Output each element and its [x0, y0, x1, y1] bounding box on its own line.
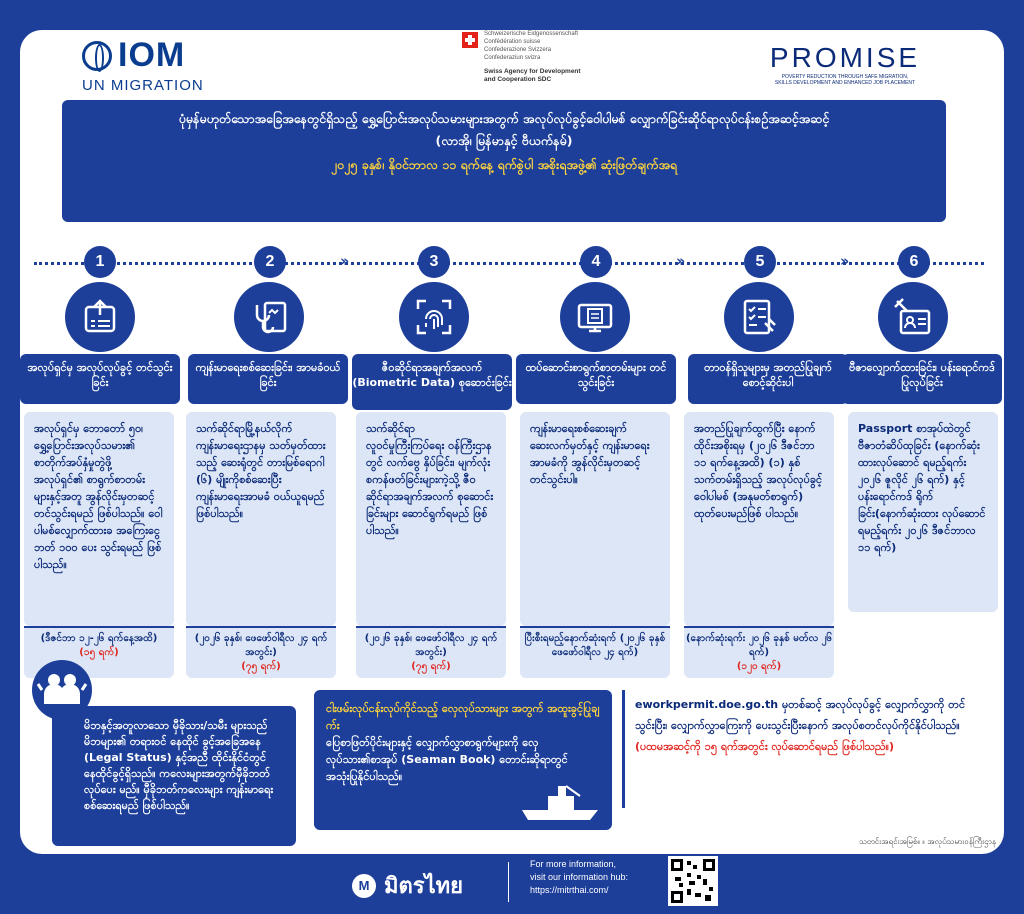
step-2-number: 2: [254, 246, 286, 278]
step-3-body: သက်ဆိုင်ရာ လူဝင်မှုကြီးကြပ်ရေး ဝန်ကြီးဌာနတွင် လက်ဗွေ နှိပ်ခြင်း၊ မျက်လုံး စကန်ဖတ်ခြင်းများကဲ့သို့ ဇီဝဆိုင်ရာအချက်အလက် စုဆောင်းခြင်းများ ဆောင်ရွက်ရမည် ဖြစ်ပါသည်။: [356, 412, 506, 626]
mitrthai-link[interactable]: https://mitrthai.com/: [530, 885, 609, 895]
promise-logo-sub: POVERTY REDUCTION THROUGH SAFE MIGRATION, SKILLS DEVELOPMENT AND ENHANCED JOB PLACEMENT: [774, 74, 916, 86]
step-5-number: 5: [744, 246, 776, 278]
step-4-title: ထပ်ဆောင်းစာရွက်စာတမ်းများ တင်သွင်းခြင်း: [516, 354, 676, 404]
iom-logo: [82, 36, 222, 94]
step-4-deadline: [520, 626, 670, 678]
visa-stamp-icon: [878, 282, 948, 352]
step-6-number: 6: [898, 246, 930, 278]
footer-info: For more information, visit our information hub: https://mitrthai.com/: [530, 859, 629, 895]
online-note: [622, 690, 984, 808]
page-subtitle: (လာအို၊ မြန်မာနှင့် ဗီယက်နမ်): [435, 133, 573, 148]
timeline-arrow-icon: ››: [840, 252, 847, 270]
step-5-date: (နောက်ဆုံးရက်း ၂၀၂၆ ခုနှစ် မတ်လ ၂၆ ရက်): [685, 633, 833, 658]
step-4-body: ကျန်းမာရေးစစ်ဆေးချက် ဆေးလက်မှတ်နှင့် ကျန်းမာရေးအာမခံကို အွန်လိုင်းမှတဆင့် တင်သွင်းပါ။: [520, 412, 670, 626]
step-3-date: (၂၀၂၆ ခုနှစ်၊ ဖေဖော်ဝါရီလ ၂၄ ရက်အတွင်း): [364, 633, 498, 658]
children-icon: [32, 660, 92, 720]
step-3-title: ဇီဝဆိုင်ရာအချက်အလက် (Biometric Data) စုဆောင်းခြင်း: [352, 354, 512, 410]
step-3-deadline: [356, 626, 506, 678]
step-4-date: ပြီးစီးရမည့်နောက်ဆုံးရက် (၂၀၂၆ ခုနှစ် ဖေဖော်ဝါရီလ ၂၄ ရက်): [524, 633, 666, 658]
step-2-body: သက်ဆိုင်ရာမြို့နယ်လိုက် ကျန်းမာရေးဌာနမှ သတ်မှတ်ထားသည့် ဆေးရုံတွင် တားမြစ်ရောဂါ (၆) မျိုးကိုစစ်ဆေးပြီး ကျန်းမာရေးအာမခံ ဝယ်ယူရမည် ဖြစ်ပါသည်။: [186, 412, 336, 626]
step-5-body: အတည်ပြုချက်ထွက်ပြီး နောက် ထိုင်းအစိုးရမှ (၂၀၂၆ ဒီဇင်ဘာ ၁၁ ရက်နေ့အထိ) (၁) နှစ် သက်တမ်းရှိသည့် အလုပ်လုပ်ခွင့်ဝေါပါမစ် (အနုမတ်စာရွက်) ထုတ်ပေးမည်ဖြစ် ပါသည်။: [684, 412, 834, 626]
step-5-title: တာဝန်ရှိသူများမှ အတည်ပြုချက် စောင့်ဆိုင်းပါ: [688, 354, 848, 404]
step-1-duration: (၁၅ ရက်): [79, 647, 119, 658]
step-4-number: 4: [580, 246, 612, 278]
step-2-duration: (၇၅ ရက်): [241, 661, 281, 672]
fingerprint-icon: [399, 282, 469, 352]
decision-date: ၂၀၂၅ ခုနှစ်၊ နိုဝင်ဘာလ ၁၁ ရက်နေ့ ရက်စွဲပါ အစိုးရအဖွဲ့၏ ဆုံးဖြတ်ချက်အရ: [330, 157, 678, 172]
iom-logo-text: IOM: [118, 36, 186, 74]
swiss-logo: [462, 30, 642, 84]
step-5-duration: (၁၂၀ ရက်): [736, 661, 782, 672]
swiss-flag-icon: [462, 32, 478, 48]
timeline-arrow-icon: ››: [340, 252, 347, 270]
source-credit: သတင်းအရင်းအမြစ်။ ။ အလုပ်သမားဝန်ကြီးဌာန: [859, 837, 996, 846]
step-2-date: (၂၀၂၆ ခုနှစ်၊ ဖေဖော်ဝါရီလ ၂၄ ရက်အတွင်း): [194, 633, 328, 658]
timeline-arrow-icon: ››: [676, 252, 683, 270]
iom-logo-sub: UN MIGRATION: [82, 77, 204, 94]
step-1-date: (ဒီဇင်ဘာ ၁၂-၂၆ ရက်နေ့အထိ): [40, 633, 158, 644]
medical-checkup-icon: [234, 282, 304, 352]
children-note: မိဘနှင့်အတူလာသော မှီခိုသား/သမီး များသည် မိဘများ၏ တရားဝင် နေထိုင် ခွင့်အခြေအနေ (Legal Status) နှင့်အညီ ထိုင်းနိုင်ငံတွင် နေထိုင်ခွင့်ရှိသည်။ ကလေးများအတွက်မှီခိုဘတ်လုပ်ပေး မည်။ မှီခိုဘတ်ကလေးများ ကျန်းမာရေး စစ်ဆေးရမည် ဖြစ်ပါသည်။: [52, 706, 296, 846]
step-1-body: အလုပ်ရှင်မှ ဘောတော် ၅၀၊ ရွှေ့ပြောင်းအလုပ်သမား၏ စာတိုက်အပ်နှံမှုတွဲဖို့ အလုပ်ရှင်၏ စာရွက်စာတမ်း များနှင့်အတူ အွန်လိုင်းမှတဆင့် တင်သွင်းရမည် ဖြစ်ပါသည်။ ဝေါပါမစ်လျှောက်ထားခ အကြေးငွေ ဘတ် ၁၀၀ ပေး သွင်းရမည် ဖြစ်ပါသည်။: [24, 412, 174, 626]
footer-divider: [508, 862, 509, 902]
header-banner: [62, 100, 946, 222]
step-6-title: ဗီဇာလျှောက်ထားခြင်း၊ ပန်းရောင်ကဒ်ပြုလုပ်ခြင်း: [842, 354, 1002, 404]
step-2-deadline: [186, 626, 336, 678]
step-1-title: အလုပ်ရှင်မှ အလုပ်လုပ်ခွင့် တင်သွင်းခြင်း: [20, 354, 180, 404]
seafarer-heading: ငါးဖမ်းလုပ်ငန်းလုပ်ကိုင်သည့် လှေလုပ်သားများ အတွက် အထူးခွင့်ပြုချက်း: [326, 702, 600, 732]
step-1-number: 1: [84, 246, 116, 278]
step-3-duration: (၇၅ ရက်): [411, 661, 451, 672]
step-5-deadline: [684, 626, 834, 678]
online-warning: (ပထမအဆင့်ကို ၁၅ ရက်အတွင်း လုပ်ဆောင်ရမည် ဖြစ်ပါသည်။): [635, 740, 895, 753]
seafarer-note: [314, 690, 612, 830]
step-2-title: ကျန်းမာရေးစစ်ဆေးခြင်း၊ အာမခံဝယ်ခြင်း: [188, 354, 348, 404]
online-document-icon: [560, 282, 630, 352]
seafarer-text: ပြေစာဖြတ်ပိုင်းများနှင့် လျှောက်လွှာစာရွက်များကို လှေလုပ်သား၏စာအုပ် (Seaman Book) တောင်းဆိုရာတွင် အသုံးပြုနိုင်ပါသည်။: [326, 736, 568, 783]
approval-form-icon: [724, 282, 794, 352]
iom-globe-icon: [82, 41, 112, 71]
step-6-body: Passport စာအုပ်ထဲတွင် ဗီဇာတံဆိပ်ထုခြင်း (နောက်ဆုံးထားလုပ်ဆောင် ရမည့်ရက်း ၂၀၂၆ ဇူလိုင် ၂၆ ရက်) နှင့် ပန်းရောင်ကဒ် ရိုက်ခြင်း(နောက်ဆုံးထား လုပ်ဆောင်ရမည့်ရက်း ၂၀၂၆ ဒီဇင်ဘာလ ၁၁ ရက်): [848, 412, 998, 612]
swiss-agency: Swiss Agency for Development and Cooperation SDC: [484, 68, 581, 83]
mitrthai-name: มิตรไทย: [384, 874, 464, 899]
mitrthai-badge-icon: M: [352, 874, 376, 898]
mitrthai-logo: [352, 868, 463, 903]
upload-checklist-icon: [65, 282, 135, 352]
swiss-names: Schweizerische Eidgenossenschaft Confédération suisse Confederazione Svizzera Confederaziun svizra: [484, 31, 579, 61]
ship-icon: [518, 780, 602, 824]
page-title: ပုံမှန်မဟုတ်သောအခြေအနေတွင်ရှိသည့် ရွှေ့ပြောင်းအလုပ်သမားများအတွက် အလုပ်လုပ်ခွင့်ဝေါပါမစ် လျှောက်ခြင်းဆိုင်ရာလုပ်ငန်းစဉ်အဆင့်အဆင့်: [178, 111, 830, 126]
qr-code-icon[interactable]: [668, 856, 718, 906]
promise-logo: [760, 42, 930, 86]
step-3-number: 3: [418, 246, 450, 278]
promise-logo-text: PROMISE: [769, 42, 921, 73]
online-text: eworkpermit.doe.go.th မှတစ်ဆင့် အလုပ်လုပ်ခွင့် လျှောက်လွှာကို တင်သွင်းပြီး၊ လျှောက်လွှာကြေးကို ပေးသွင်းပြီးနောက် အလုပ်စတင်လုပ်ကိုင်နိုင်ပါသည်။: [635, 698, 966, 732]
